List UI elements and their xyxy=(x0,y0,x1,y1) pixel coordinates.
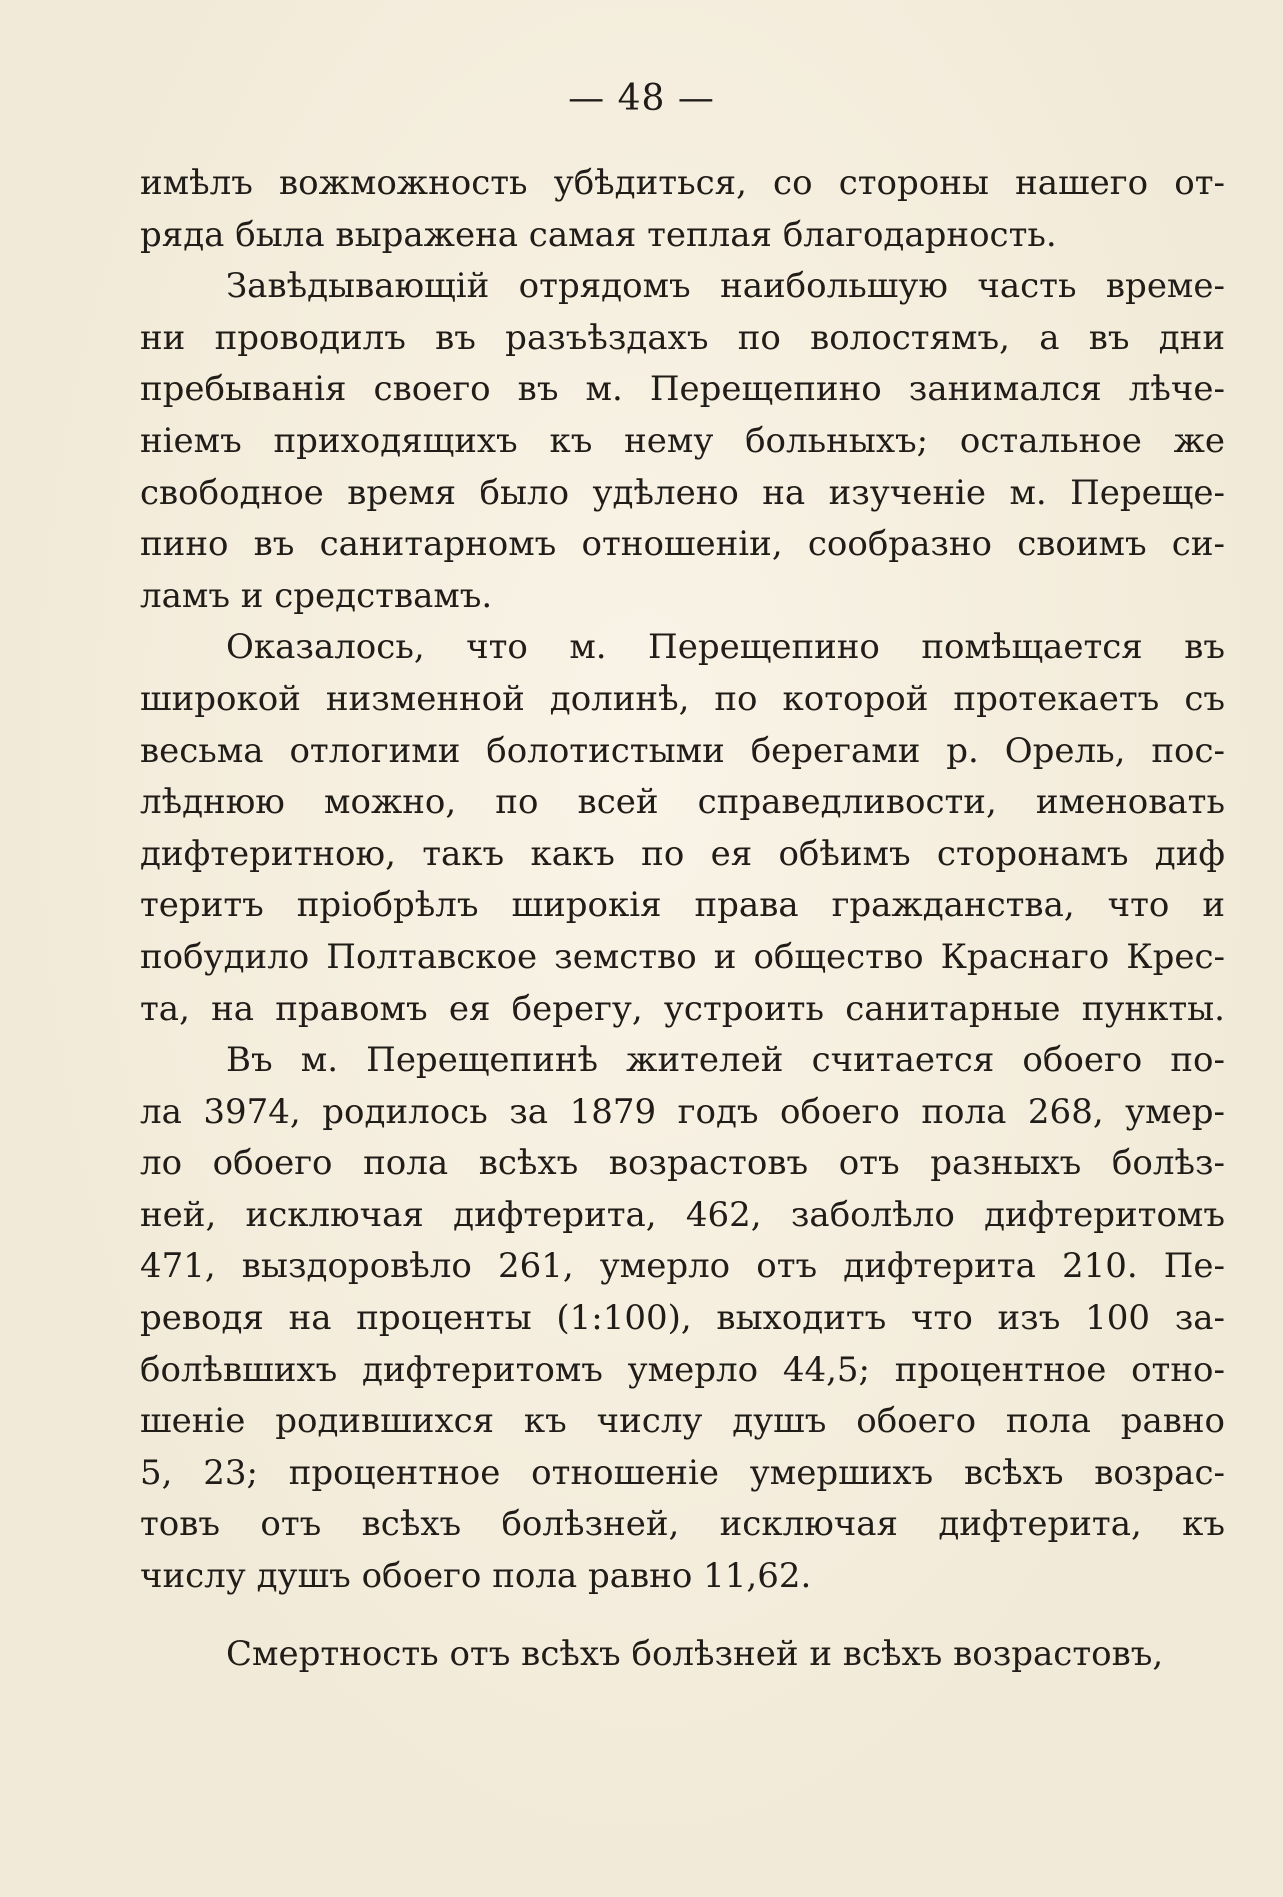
text-line: 5, 23; процентное отношеніе умершихъ всѣхъ возрас- xyxy=(140,1452,1225,1493)
text-line: числу душъ обоего пола равно 11,62. xyxy=(140,1556,812,1597)
paragraph-1 xyxy=(140,158,1225,261)
paragraph-5 xyxy=(140,1629,1225,1681)
text-line: Оказалось, что м. Перещепино помѣщается въ xyxy=(226,627,1225,668)
text-line: 471, выздоровѣло 261, умерло отъ дифтерита 210. Пе- xyxy=(140,1246,1225,1287)
text-line: ряда была выражена самая теплая благодарность. xyxy=(140,214,1057,255)
paragraph-4 xyxy=(140,1035,1225,1603)
text-line: весьма отлогими болотистыми берегами р. Орель, пос- xyxy=(140,730,1225,771)
text-line: широкой низменной долинѣ, по которой протекаетъ съ xyxy=(140,678,1225,719)
text-line: побудило Полтавское земство и общество Краснаго Крес- xyxy=(140,936,1225,977)
text-line: та, на правомъ ея берегу, устроить санитарные пункты. xyxy=(140,988,1225,1029)
paragraph-2 xyxy=(140,261,1225,622)
text-line: товъ отъ всѣхъ болѣзней, исключая дифтерита, къ xyxy=(140,1504,1225,1545)
text-line: лѣднюю можно, по всей справедливости, именовать xyxy=(140,782,1225,823)
text-line: ней, исключая дифтерита, 462, заболѣло дифтеритомъ xyxy=(140,1194,1225,1235)
text-line: пребыванія своего въ м. Перещепино занимался лѣче- xyxy=(140,369,1225,410)
text-line: теритъ пріобрѣлъ широкія права гражданства, что и xyxy=(140,885,1225,926)
text-line: Въ м. Перещепинѣ жителей считается обоего по- xyxy=(226,1040,1225,1081)
text-line: имѣлъ вожможность убѣдиться, со стороны нашего от- xyxy=(140,163,1225,203)
text-line: дифтеритною, такъ какъ по ея обѣимъ сторонамъ диф xyxy=(140,833,1225,874)
paragraph-3 xyxy=(140,622,1225,1035)
text-line: Завѣдывающій отрядомъ наибольшую часть време- xyxy=(226,266,1225,307)
text-line: реводя на проценты (1:100), выходитъ что изъ 100 за- xyxy=(140,1298,1225,1339)
text-line: ла 3974, родилось за 1879 годъ обоего пола 268, умер- xyxy=(140,1091,1225,1132)
text-line: свободное время было удѣлено на изученіе м. Переще- xyxy=(140,472,1225,513)
text-line: болѣвшихъ дифтеритомъ умерло 44,5; процентное отно- xyxy=(140,1349,1225,1390)
text-line: пино въ санитарномъ отношеніи, сообразно своимъ си- xyxy=(140,524,1225,565)
text-line: Смертность отъ всѣхъ болѣзней и всѣхъ возрастовъ, xyxy=(226,1633,1164,1674)
text-line: ніемъ приходящихъ къ нему больныхъ; остальное же xyxy=(140,420,1225,461)
text-line: ло обоего пола всѣхъ возрастовъ отъ разныхъ болѣз- xyxy=(140,1143,1225,1184)
text-line: шеніе родившихся къ числу душъ обоего пола равно xyxy=(140,1401,1225,1442)
text-line: ни проводилъ въ разъѣздахъ по волостямъ, а въ дни xyxy=(140,317,1225,358)
page-body xyxy=(140,158,1225,1680)
page-number: — 48 — xyxy=(568,78,715,119)
text-line: ламъ и средствамъ. xyxy=(140,575,493,616)
